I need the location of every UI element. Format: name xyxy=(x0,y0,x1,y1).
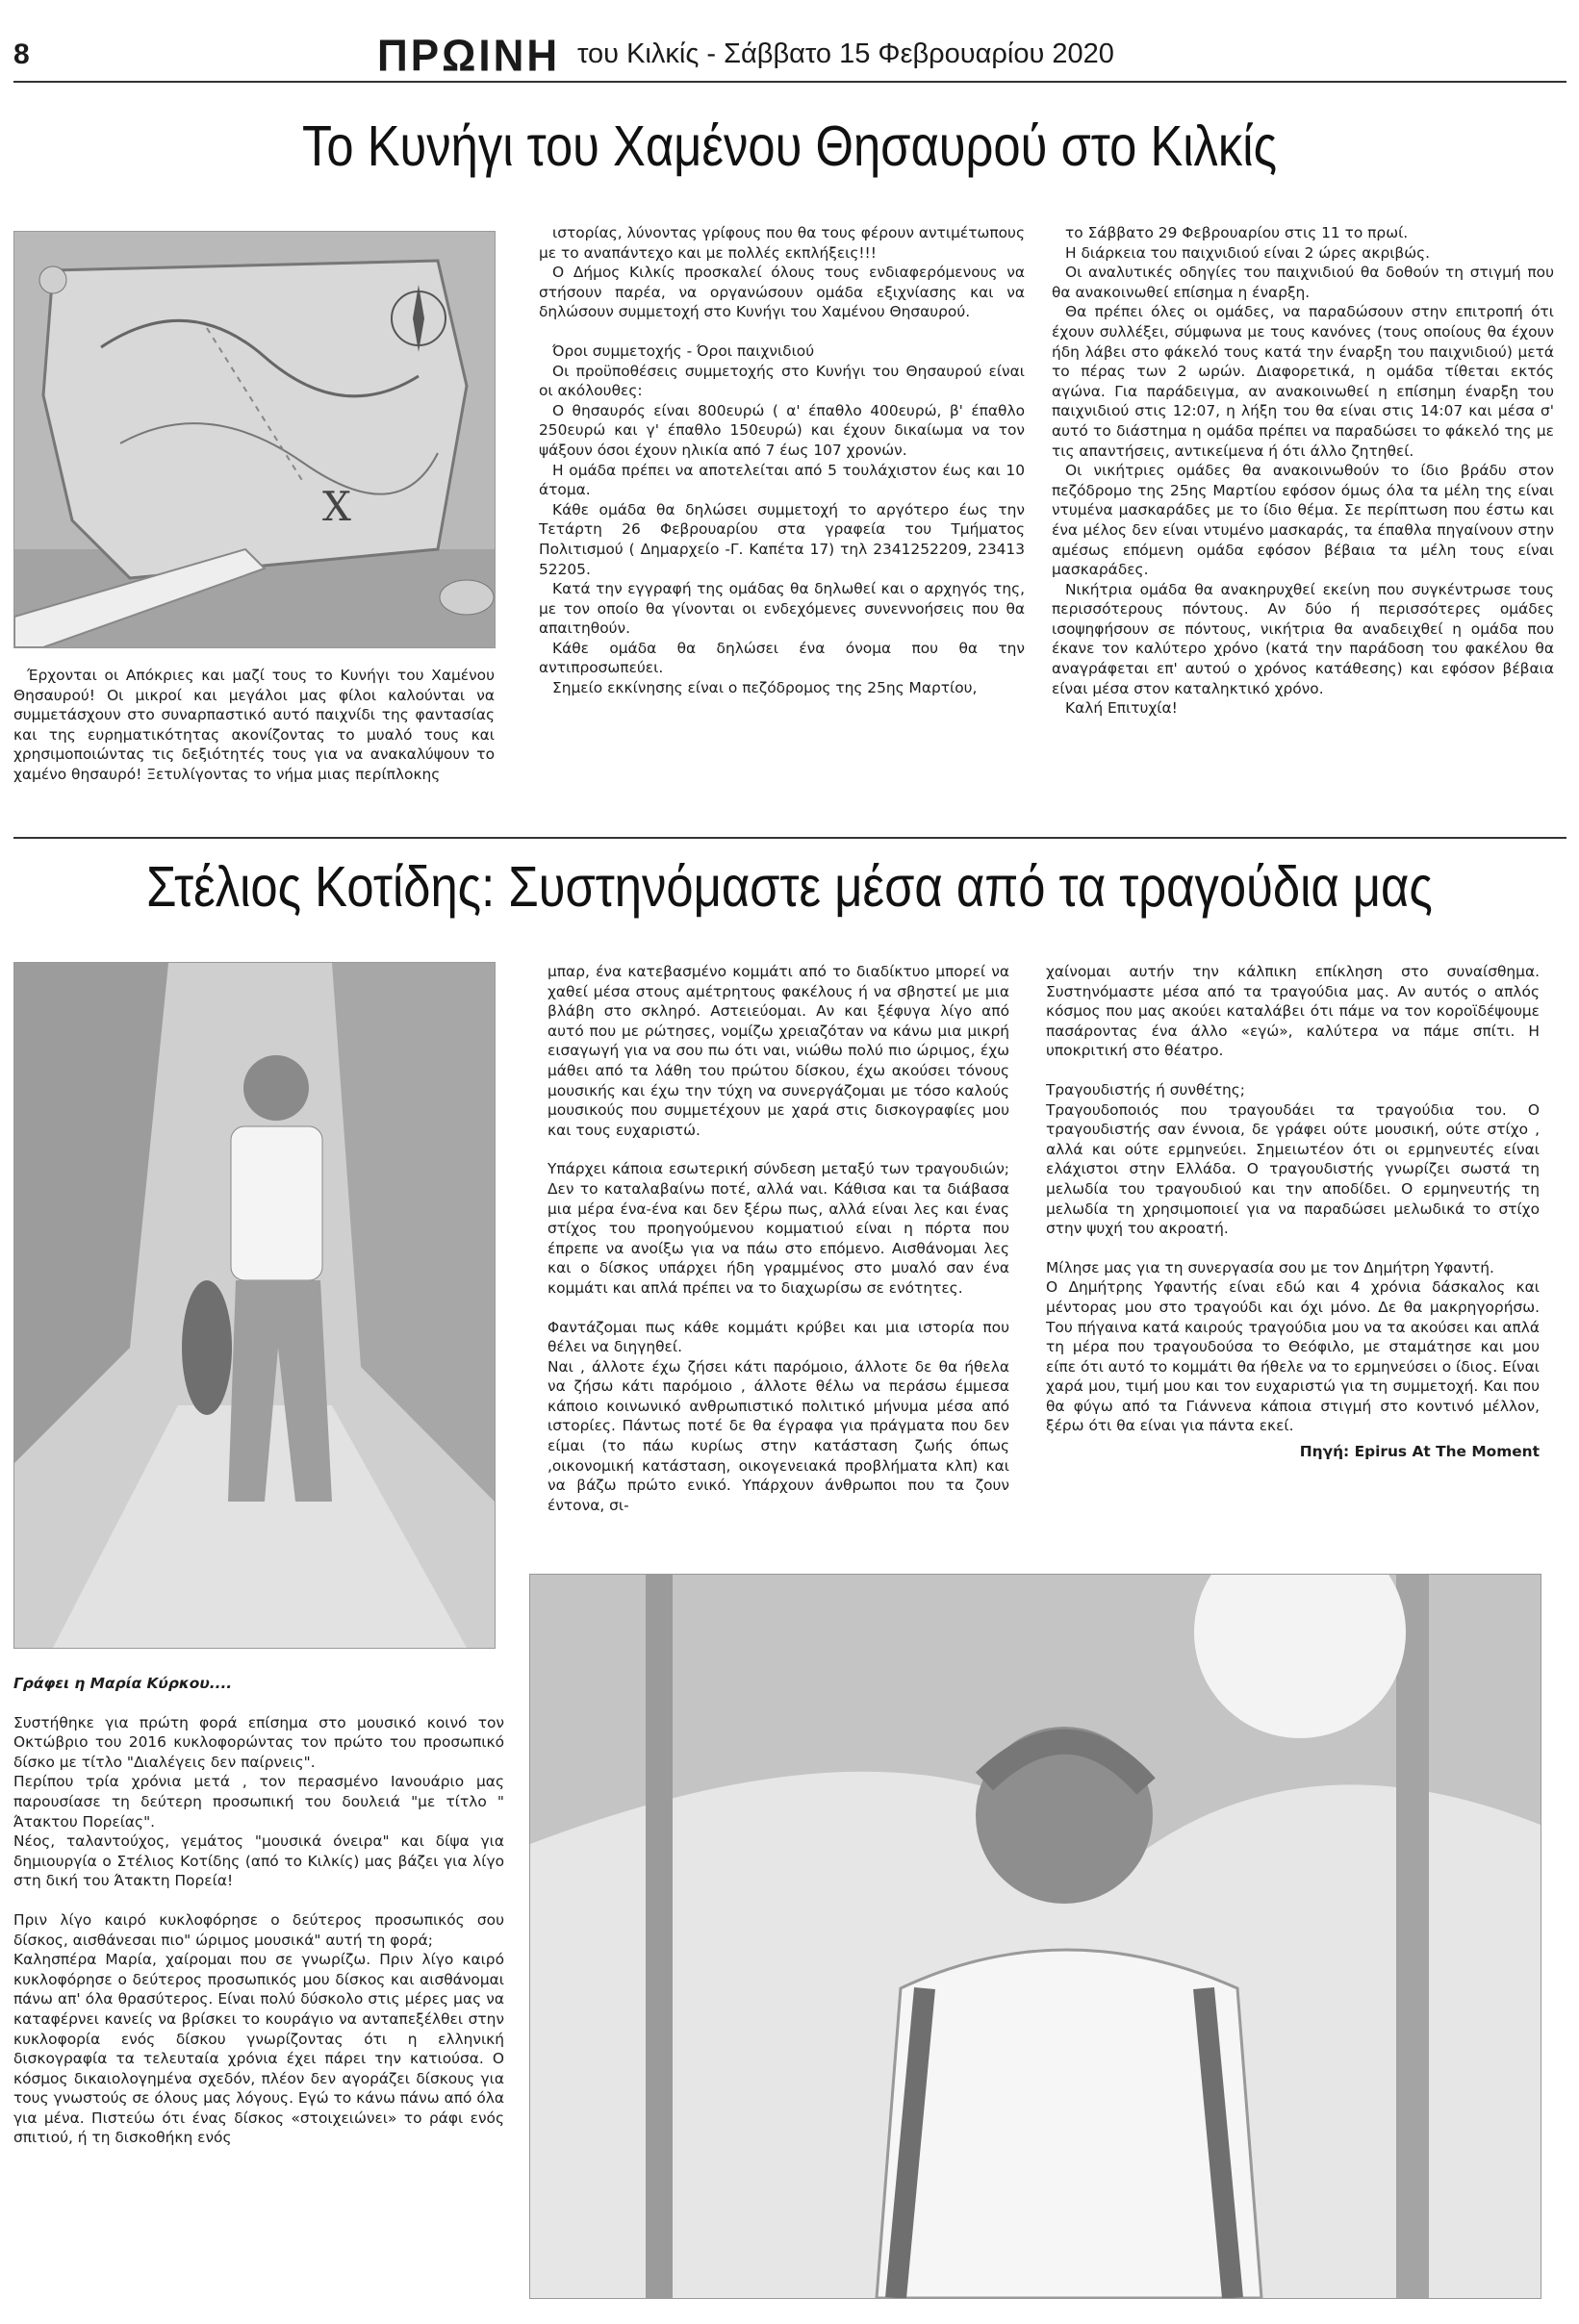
article2-column-3 xyxy=(1046,962,1540,1462)
article1-column-2 xyxy=(539,223,1025,698)
interview-question: Τραγουδιστής ή συνθέτης; xyxy=(1046,1080,1245,1099)
article2-headline: Στέλιος Κοτίδης: Συστηνόμαστε μέσα από τα τραγούδια μας xyxy=(146,855,1433,919)
article1-headline: Το Κυνήγι του Χαμένου Θησαυρού στο Κιλκίς xyxy=(301,114,1278,178)
header-dateline: του Κιλκίς - Σάββατο 15 Φεβρουαρίου 2020 xyxy=(577,38,1114,69)
article1-photo-caption xyxy=(13,666,495,785)
paragraph: Νικήτρια ομάδα θα ανακηρυχθεί εκείνη που συγκέντρωσε τους περισσότερους πόντους. Αν δύο ή περισσότερες ομάδες ισοψηφήσουν σε πόντους, νικήτρια θα αναδειχθεί η ομάδα που έκανε τον καλύτερο χρόνο (κατά την παράδοση του φακέλου θα αναγράφεται επ' αυτού ο χρόνος κατάθεσης) και εφόσον βέβαια είναι μέσα στον καταληκτικό χρόνο. xyxy=(1052,580,1554,697)
article2-column-1 xyxy=(13,1674,504,2148)
paragraph: Νέος, ταλαντούχος, γεμάτος "μουσικά όνειρα" και δίψα για δημιουργία ο Στέλιος Κοτίδης (από το Κιλκίς) μας βάζει για λίγο στη δική του Άτακτη Πορεία! xyxy=(13,1832,504,1890)
article2-source: Πηγή: Epirus At The Moment xyxy=(1299,1443,1540,1461)
paragraph: Η ομάδα πρέπει να αποτελείται από 5 τουλάχιστον έως και 10 άτομα. xyxy=(539,461,1025,499)
paragraph: Οι αναλυτικές οδηγίες του παιχνιδιού θα δοθούν τη στιγμή που θα ανακοινωθεί επίσημα η έναρξη. xyxy=(1052,264,1554,301)
paragraph: Η διάρκεια του παιχνιδιού είναι 2 ώρες ακριβώς. xyxy=(1065,243,1431,262)
singer-walking-photo xyxy=(13,962,496,1649)
article2-column-2 xyxy=(548,962,1009,1515)
paragraph: Κατά την εγγραφή της ομάδας θα δηλωθεί και ο αρχηγός της, με τον οποίο θα γίνονται οι ενδεχόμενες συνεννοήσεις που θα απαιτηθούν. xyxy=(539,580,1025,638)
section-divider xyxy=(13,837,1566,839)
article2-byline: Γράφει η Μαρία Κύρκου.... xyxy=(13,1675,233,1692)
interview-answer: Ναι , άλλοτε έχω ζήσει κάτι παρόμοιο, άλλοτε δε θα ήθελα να ζήσω κάτι παρόμοιο , άλλοτε θέλω να περάσω έμμεσα κάποιο κοινωνικό ανθρωπιστικό πολιτικό μήνυμα μέσα από ιστορίες. Πάντως ποτέ δε θα έγραφα για πράγματα που δεν είμαι (το πάω κυρίως στην κατάσταση ζωής όπως ,οικονομική κατάσταση, οικογενειακά προβλήματα κλπ) και να βάζω πρώτο ενικό. Υπάρχουν άνθρωποι που τα ζουν έντονα, σι- xyxy=(548,1357,1009,1514)
interview-question: Μίλησε μας για τη συνεργασία σου με τον Δημήτρη Υφαντή. xyxy=(1046,1258,1494,1276)
interview-answer: Καλησπέρα Μαρία, χαίρομαι που σε γνωρίζω. Πριν λίγο καιρό κυκλοφόρησε ο δεύτερος προσωπικός μου δίσκος και αισθάνομαι πάνω απ' όλα θρασύτερος. Είναι πολύ δύσκολο στις μέρες μας να καταφέρνει κανείς να βρίσκει το κουράγιο να ανταπεξέλθει στην κυκλοφορία ενός δίσκου γνωρίζοντας ότι η ελληνική δισκογραφία τα τελευταία χρόνια έχει πάρει την κατιούσα. Ο κόσμος δικαιολογημένα σχεδόν, πλέον δεν αγοράζει δίσκους για τους γνωστούς σε όλους μας λόγους. Εγώ το κάνω πάνω από όλα για μένα. Πιστεύω ότι ένας δίσκος «στοιχειώνει» το ράφι ενός σπιτιού, ή τη δισκοθήκη ενός xyxy=(13,1951,504,2147)
svg-text:X: X xyxy=(322,483,351,530)
paragraph-subheading: Όροι συμμετοχής - Όροι παιχνιδιού xyxy=(552,341,815,360)
newspaper-masthead: ΠΡΩΙΝΗ xyxy=(377,31,561,82)
caption-text: Έρχονται οι Απόκριες και μαζί τους το Κυνήγι του Χαμένου Θησαυρού! Οι μικροί και μεγάλοι μας φίλοι καλούνται να συμμετάσχουν στο συναρπαστικό αυτό παιχνίδι της φαντασίας και της ευρηματικότητας ακονίζοντας το μυαλό τους και χρησιμοποιώντας τις δεξιότητές τους για να ανακαλύψουν το χαμένο θησαυρό! Ξετυλίγοντας το νήμα μιας περίπλοκης xyxy=(13,667,495,783)
interview-answer: Ο Δημήτρης Υφαντής είναι εδώ και 4 χρόνια δάσκαλος και μέντορας μου στο τραγούδι και όχι μόνο. Δε θα μακρηγορήσω. Του πήγαινα κατά καιρούς τραγούδια μου να τα ακούσει και απλά τη μέρα που τραγουδούσα το Θεόφιλο, με σταμάτησε και μου είπε ότι αυτό το κομμάτι θα ήθελε να το ερμηνεύσει ο ίδιος. Είναι χαρά μου, τιμή μου και τον ευχαριστώ για τη συμμετοχή. Και που θα φύγω από τα Γιάννενα κάποια στιγμή στο κοντινό μέλλον, ξέρω ότι θα είναι για πάντα εκεί. xyxy=(1046,1278,1540,1435)
paragraph: Θα πρέπει όλες οι ομάδες, να παραδώσουν στην επιτροπή ότι έχουν συλλέξει, σύμφωνα με τους κανόνες (τους οποίους θα έχουν ήδη λάβει στο φάκελό τους κατά την έναρξη του παιχνιδιού) μετά το πέρας των 2 ωρών. Διαφορετικά, η ομάδα τίθεται εκτός αγώνα. Για παράδειγμα, αν ανακοινωθεί η επίσημη έναρξη του παιχνιδιού στις 12:07, η λήξη του θα είναι στις 14:07 και μέσα σ' αυτό το διάστημα η ομάδα πρέπει να παραδώσει το φάκελό της με τις απαντήσεις, αντικείμενα ή ότι άλλο ζητηθεί. xyxy=(1052,303,1554,460)
paragraph: Οι νικήτριες ομάδες θα ανακοινωθούν το ίδιο βράδυ στον πεζόδρομο της 25ης Μαρτίου εφόσον όμως όλα τα μέλη της είναι ντυμένα μασκαράδες με το ίδιο θέμα. Σε περίπτωση που έστω και ένα μέλος δεν είναι ντυμένο μασκαράς, τα έπαθλα πηγαίνουν στην αμέσως επόμενη ομάδα εφόσον βέβαια τα μέλη τους είναι μασκαράδες. xyxy=(1052,462,1554,579)
paragraph: το Σάββατο 29 Φεβρουαρίου στις 11 το πρωί. xyxy=(1065,224,1409,241)
header-rule xyxy=(13,81,1566,83)
interview-answer: Τραγουδοποιός που τραγουδάει τα τραγούδια του. Ο τραγουδιστής σαν έννοια, δε γράφει ούτε μουσική, ούτε στίχο , αλλά και ούτε ερμηνεύει. Σημειωτέον ότι οι ερμηνευτές είναι ελάχιστοι στην Ελλάδα. Ο τραγουδιστής γνωρίζει σωστά τη μελωδία του τραγουδιού και την αποδίδει. Ο ερμηνευτής τη μελωδία τη χρησιμοποιεί για να παραδώσει μελωδικά το στίχο στην ψυχή του ακροατή. xyxy=(1046,1100,1540,1238)
paragraph: Ο θησαυρός είναι 800ευρώ ( α' έπαθλο 400ευρώ, β' έπαθλο 250ευρώ και γ' έπαθλο 150ευρώ) και έχουν δικαίωμα να τον ψάξουν όσοι έχουν ηλικία από 7 έως 107 χρονών. xyxy=(539,401,1025,459)
paragraph: Σημείο εκκίνησης είναι ο πεζόδρομος της 25ης Μαρτίου, xyxy=(552,679,978,697)
paragraph: Συστήθηκε για πρώτη φορά επίσημα στο μουσικό κοινό τον Οκτώβριο του 2016 κυκλοφορώντας τον πρώτο του προσωπικό δίσκο με τίτλο "Διαλέγεις δεν παίρνεις". xyxy=(13,1713,504,1771)
paragraph: Κάθε ομάδα θα δηλώσει συμμετοχή το αργότερο έως την Τετάρτη 26 Φεβρουαρίου στα γραφεία του Τμήματος Πολιτισμού ( Δημαρχείο -Γ. Καπέτα 17) τηλ 2341252209, 23413 52205. xyxy=(539,500,1025,578)
paragraph: Καλή Επιτυχία! xyxy=(1065,699,1178,718)
interview-question: Πριν λίγο καιρό κυκλοφόρησε ο δεύτερος προσωπικός σου δίσκος, αισθάνεσαι πιο" ώριμος μουσικά" αυτή τη φορά; xyxy=(13,1910,504,1949)
interview-answer: χαίνομαι αυτήν την κάλπικη επίκληση στο συναίσθημα. Συστηνόμαστε μέσα από τα τραγούδια μας. Αν αυτός ο απλός κόσμος που μας ακούει καταλάβει ότι πάμε να τον κοροϊδέψουμε πασάροντας ένα άλλο «εγώ», καλύτερα να πάμε σπίτι. Η υποκριτική στο θέατρο. xyxy=(1046,963,1540,1060)
interview-question: Φαντάζομαι πως κάθε κομμάτι κρύβει και μια ιστορία που θέλει να διηγηθεί. xyxy=(548,1318,1009,1356)
paragraph: Ο Δήμος Κιλκίς προσκαλεί όλους τους ενδιαφερόμενους να στήσουν παρέα, να οργανώσουν ομάδα εξιχνίασης και να δηλώσουν συμμετοχή στο Κυνήγι του Χαμένου Θησαυρού. xyxy=(539,264,1025,321)
paragraph: Οι προϋποθέσεις συμμετοχής στο Κυνήγι του Θησαυρού είναι οι ακόλουθες: xyxy=(539,362,1025,400)
paragraph: Περίπου τρία χρόνια μετά , τον περασμένο Ιανουάριο μας παρουσίασε τη δεύτερη προσωπική του δουλειά "με τίτλο " Άτακτου Πορείας". xyxy=(13,1773,504,1831)
paragraph: ιστορίας, λύνοντας γρίφους που θα τους φέρουν αντιμέτωπους με το αναπάντεχο και με πολλές εκπλήξεις!!! xyxy=(539,224,1025,262)
paragraph: Κάθε ομάδα θα δηλώσει ένα όνομα που θα την αντιπροσωπεύει. xyxy=(539,639,1025,677)
article1-column-3 xyxy=(1052,223,1554,719)
interview-answer: μπαρ, ένα κατεβασμένο κομμάτι από το διαδίκτυο μπορεί να χαθεί μέσα στους αμέτρητους φακέλους ή να σβηστεί με μια βλάβη στο σκληρό. Αστειεύομαι. Αν και ξέφυγα λίγο από αυτό που με ρώτησες, νομίζω χρειαζόταν να κάνω μια μικρή εισαγωγή για να σου πω ότι ναι, νιώθω πολύ πιο ώριμος, έχω μάθει από τα λάθη του πρώτου δίσκου, έχω ακούσει τόνους μουσικής και έχω την τύχη να συνεργάζομαι με τόσο καλούς μουσικούς που συμμετέχουν με χαρά στις δισκογραφίες μου και τους ευχαριστώ. xyxy=(548,963,1009,1139)
interview-question-answer: Υπάρχει κάποια εσωτερική σύνδεση μεταξύ των τραγουδιών; Δεν το καταλαβαίνω ποτέ, αλλά ναι. Κάθισα και τα διάβασα μια μέρα ένα-ένα και δεν ξέρω πως, αλλά είναι λες και ένας στίχος του προηγούμενου κομματιού είναι η πόρτα που έπρεπε να ανοίξω για να πάω στο επόμενο. Αισθάνομαι λες και ο δίσκος υπάρχει ήδη γραμμένος στο μυαλό σαν ένα κομμάτι και απλά πρέπει να το διαχωρίσω σε ενότητες. xyxy=(548,1160,1009,1297)
singer-portrait-photo xyxy=(529,1574,1541,2299)
page-number: 8 xyxy=(13,38,30,70)
treasure-map-photo xyxy=(13,231,496,648)
